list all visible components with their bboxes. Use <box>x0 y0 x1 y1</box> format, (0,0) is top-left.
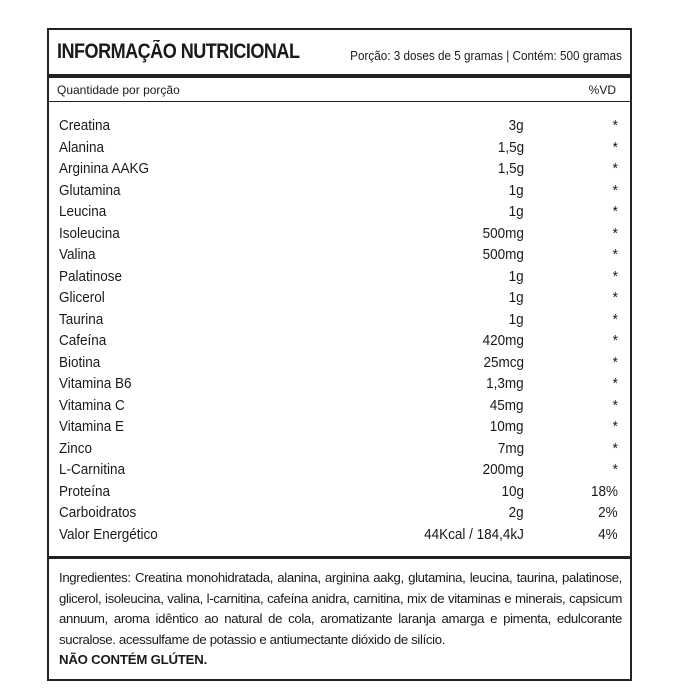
nutrient-amount: 1g <box>508 267 524 285</box>
nutrient-amount: 200mg <box>482 461 524 478</box>
portion-info: Porção: 3 doses de 5 gramas | Contém: 500 gramas <box>350 48 622 63</box>
nutrient-name: Glutamina <box>59 181 121 199</box>
nutrient-row <box>59 332 620 354</box>
nutrient-amount: 10g <box>501 482 524 500</box>
nutrient-row <box>59 440 620 462</box>
nutrient-vd: * <box>612 332 618 349</box>
nutrient-amount: 7mg <box>497 439 524 457</box>
vd-column-label: %VD <box>588 83 616 97</box>
nutrient-name: Leucina <box>59 203 107 220</box>
ingredients-text: Ingredientes: Creatina monohidratada, alanina, arginina aakg, glutamina, leucina, taurina, palatinose, glicerol, isoleucina, valina, l-carnitina, cafeína anidra, carnitina, mix de vitaminas e minerais, capsicum annuum, aroma idêntico ao natural de cola, aromatizante laranja amarga e pimenta, edulcorante sucralose. acessulfame de potassio e antiumectante dióxido de silício. <box>59 570 622 647</box>
nutrient-amount: 1g <box>508 310 524 328</box>
nutrient-amount: 10mg <box>490 418 524 435</box>
gluten-warning: NÃO CONTÉM GLÚTEN. <box>59 652 208 667</box>
header-divider <box>49 74 630 78</box>
nutrient-row <box>59 203 620 225</box>
nutrient-amount: 44Kcal / 184,4kJ <box>424 525 524 543</box>
nutrient-row <box>59 268 620 290</box>
nutrient-row <box>59 160 620 182</box>
nutrient-amount: 1g <box>508 289 524 306</box>
nutrient-vd: * <box>612 439 618 457</box>
nutrient-row <box>59 418 620 440</box>
nutrient-row <box>59 139 620 161</box>
nutrient-vd: * <box>612 246 618 263</box>
nutrient-vd: * <box>612 289 618 306</box>
ingredients-divider <box>49 556 630 559</box>
nutrient-amount: 45mg <box>490 396 524 414</box>
nutrient-name: Valor Energético <box>59 525 158 543</box>
nutrient-amount: 420mg <box>482 332 524 349</box>
nutrient-vd: * <box>612 267 618 285</box>
nutrient-row <box>59 117 620 139</box>
nutrient-name: Carboidratos <box>59 504 137 521</box>
nutrient-vd: 4% <box>598 525 618 543</box>
nutrient-name: Arginina AAKG <box>59 160 150 177</box>
nutrient-amount: 1,3mg <box>486 375 524 392</box>
nutrient-amount: 2g <box>508 504 524 521</box>
nutrient-vd: * <box>612 160 618 177</box>
nutrient-name: Cafeína <box>59 332 107 349</box>
nutrient-name: Palatinose <box>59 267 123 285</box>
nutrient-name: Taurina <box>59 310 104 328</box>
nutrient-name: Glicerol <box>59 289 105 306</box>
nutrient-vd: * <box>612 418 618 435</box>
nutrient-row <box>59 397 620 419</box>
nutrient-name: Vitamina B6 <box>59 375 132 392</box>
nutrient-amount: 3g <box>508 117 524 134</box>
nutrient-name: Proteína <box>59 482 111 500</box>
nutrient-vd: 18% <box>590 482 618 500</box>
nutrient-name: Valina <box>59 246 96 263</box>
nutrient-row <box>59 483 620 505</box>
nutrient-name: L-Carnitina <box>59 461 126 478</box>
nutrient-amount: 500mg <box>482 246 524 263</box>
nutrient-name: Alanina <box>59 138 105 156</box>
nutrition-facts-panel <box>47 28 632 681</box>
nutrient-row <box>59 461 620 483</box>
nutrient-amount: 1,5g <box>497 138 524 156</box>
nutrient-name: Biotina <box>59 353 101 371</box>
nutrient-row <box>59 504 620 526</box>
nutrient-vd: * <box>612 461 618 478</box>
nutrient-name: Isoleucina <box>59 224 120 242</box>
nutrient-vd: * <box>612 117 618 134</box>
nutrient-amount: 1g <box>508 181 524 199</box>
label-title: INFORMAÇÃO NUTRICIONAL <box>57 40 300 63</box>
nutrient-row <box>59 225 620 247</box>
nutrient-vd: * <box>612 224 618 242</box>
nutrient-row <box>59 526 620 548</box>
nutrient-vd: * <box>612 310 618 328</box>
nutrient-row <box>59 375 620 397</box>
nutrient-amount: 500mg <box>482 224 524 242</box>
nutrient-vd: * <box>612 375 618 392</box>
nutrient-amount: 1,5g <box>497 160 524 177</box>
nutrient-name: Vitamina C <box>59 396 125 414</box>
nutrient-vd: * <box>612 203 618 220</box>
nutrient-amount: 25mcg <box>483 353 524 371</box>
nutrient-vd: * <box>612 396 618 414</box>
nutrient-name: Zinco <box>59 439 93 457</box>
nutrient-row <box>59 289 620 311</box>
nutrient-vd: * <box>612 353 618 371</box>
nutrient-vd: 2% <box>598 504 618 521</box>
nutrient-row <box>59 354 620 376</box>
nutrient-row <box>59 311 620 333</box>
ingredients-section <box>59 568 622 671</box>
nutrient-vd: * <box>612 181 618 199</box>
nutrient-vd: * <box>612 138 618 156</box>
column-headers <box>57 80 622 100</box>
column-header-divider <box>49 101 630 102</box>
nutrient-row <box>59 246 620 268</box>
nutrient-name: Creatina <box>59 117 111 134</box>
nutrient-name: Vitamina E <box>59 418 125 435</box>
nutrient-amount: 1g <box>508 203 524 220</box>
quantity-column-label: Quantidade por porção <box>57 83 180 97</box>
label-header <box>57 38 622 72</box>
nutrient-table <box>59 117 620 547</box>
nutrient-row <box>59 182 620 204</box>
